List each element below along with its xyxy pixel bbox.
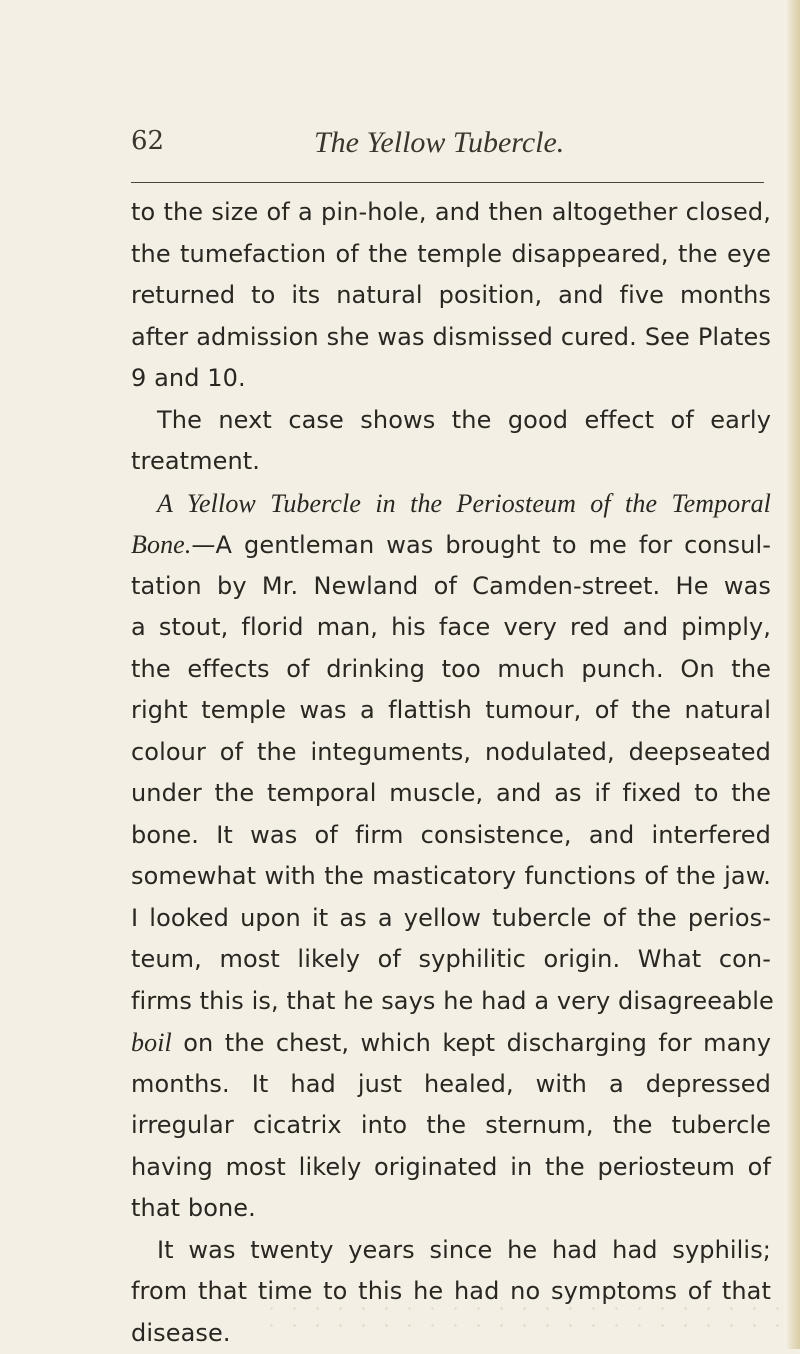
italic-word: boil (131, 1028, 172, 1057)
paper-specks (260, 1300, 780, 1340)
text-line: tation by Mr. Newland of Camden-street. He was (131, 566, 771, 608)
text-line: the tumefaction of the temple disappeared, the eye (131, 234, 771, 276)
text-line: returned to its natural position, and five months (131, 275, 771, 317)
text-line: under the temporal muscle, and as if fixed to the (131, 773, 771, 815)
text-line: the effects of drinking too much punch. On the (131, 649, 771, 691)
text-line: months. It had just healed, with a depressed (131, 1064, 771, 1106)
page-number: 62 (131, 126, 164, 156)
text-line: right temple was a flattish tumour, of the natural (131, 690, 771, 732)
text-line (131, 1022, 771, 1064)
text-line (131, 524, 771, 566)
text-line: disease. (131, 1313, 771, 1354)
text-line: firms this is, that he says he had a very disagreeable (131, 981, 771, 1023)
text-line: I looked upon it as a yellow tubercle of the perios- (131, 898, 771, 940)
text-line: that bone. (131, 1188, 771, 1230)
text-line: 9 and 10. (131, 358, 771, 400)
text-line: treatment. (131, 441, 771, 483)
header-rule (131, 182, 764, 183)
text-line: irregular cicatrix into the sternum, the tubercle (131, 1105, 771, 1147)
text-line: to the size of a pin-hole, and then altogether closed, (131, 192, 771, 234)
text-line: The next case shows the good effect of early (131, 400, 771, 442)
text-line: having most likely originated in the periosteum of (131, 1147, 771, 1189)
running-title: The Yellow Tubercle. (314, 126, 564, 160)
heading-continuation: Bone. (131, 530, 191, 559)
page-edge-shadow (786, 0, 800, 1349)
text-fragment: —A gentleman was brought to me for consul- (191, 531, 771, 559)
section-heading: A Yellow Tubercle in the Periosteum of the Temporal (131, 483, 771, 525)
text-line: teum, most likely of syphilitic origin. What con- (131, 939, 771, 981)
text-line: from that time to this he had no symptoms of that (131, 1271, 771, 1313)
text-line: a stout, florid man, his face very red and pimply, (131, 607, 771, 649)
page-header (0, 120, 800, 170)
text-line: somewhat with the masticatory functions of the jaw. (131, 856, 771, 898)
text-line: colour of the integuments, nodulated, deepseated (131, 732, 771, 774)
text-fragment: on the chest, which kept discharging for many (172, 1029, 771, 1057)
text-line: bone. It was of firm consistence, and interfered (131, 815, 771, 857)
text-line: It was twenty years since he had had syphilis; (131, 1230, 771, 1272)
text-line: after admission she was dismissed cured. See Plates (131, 317, 771, 359)
body-text (131, 192, 771, 1354)
